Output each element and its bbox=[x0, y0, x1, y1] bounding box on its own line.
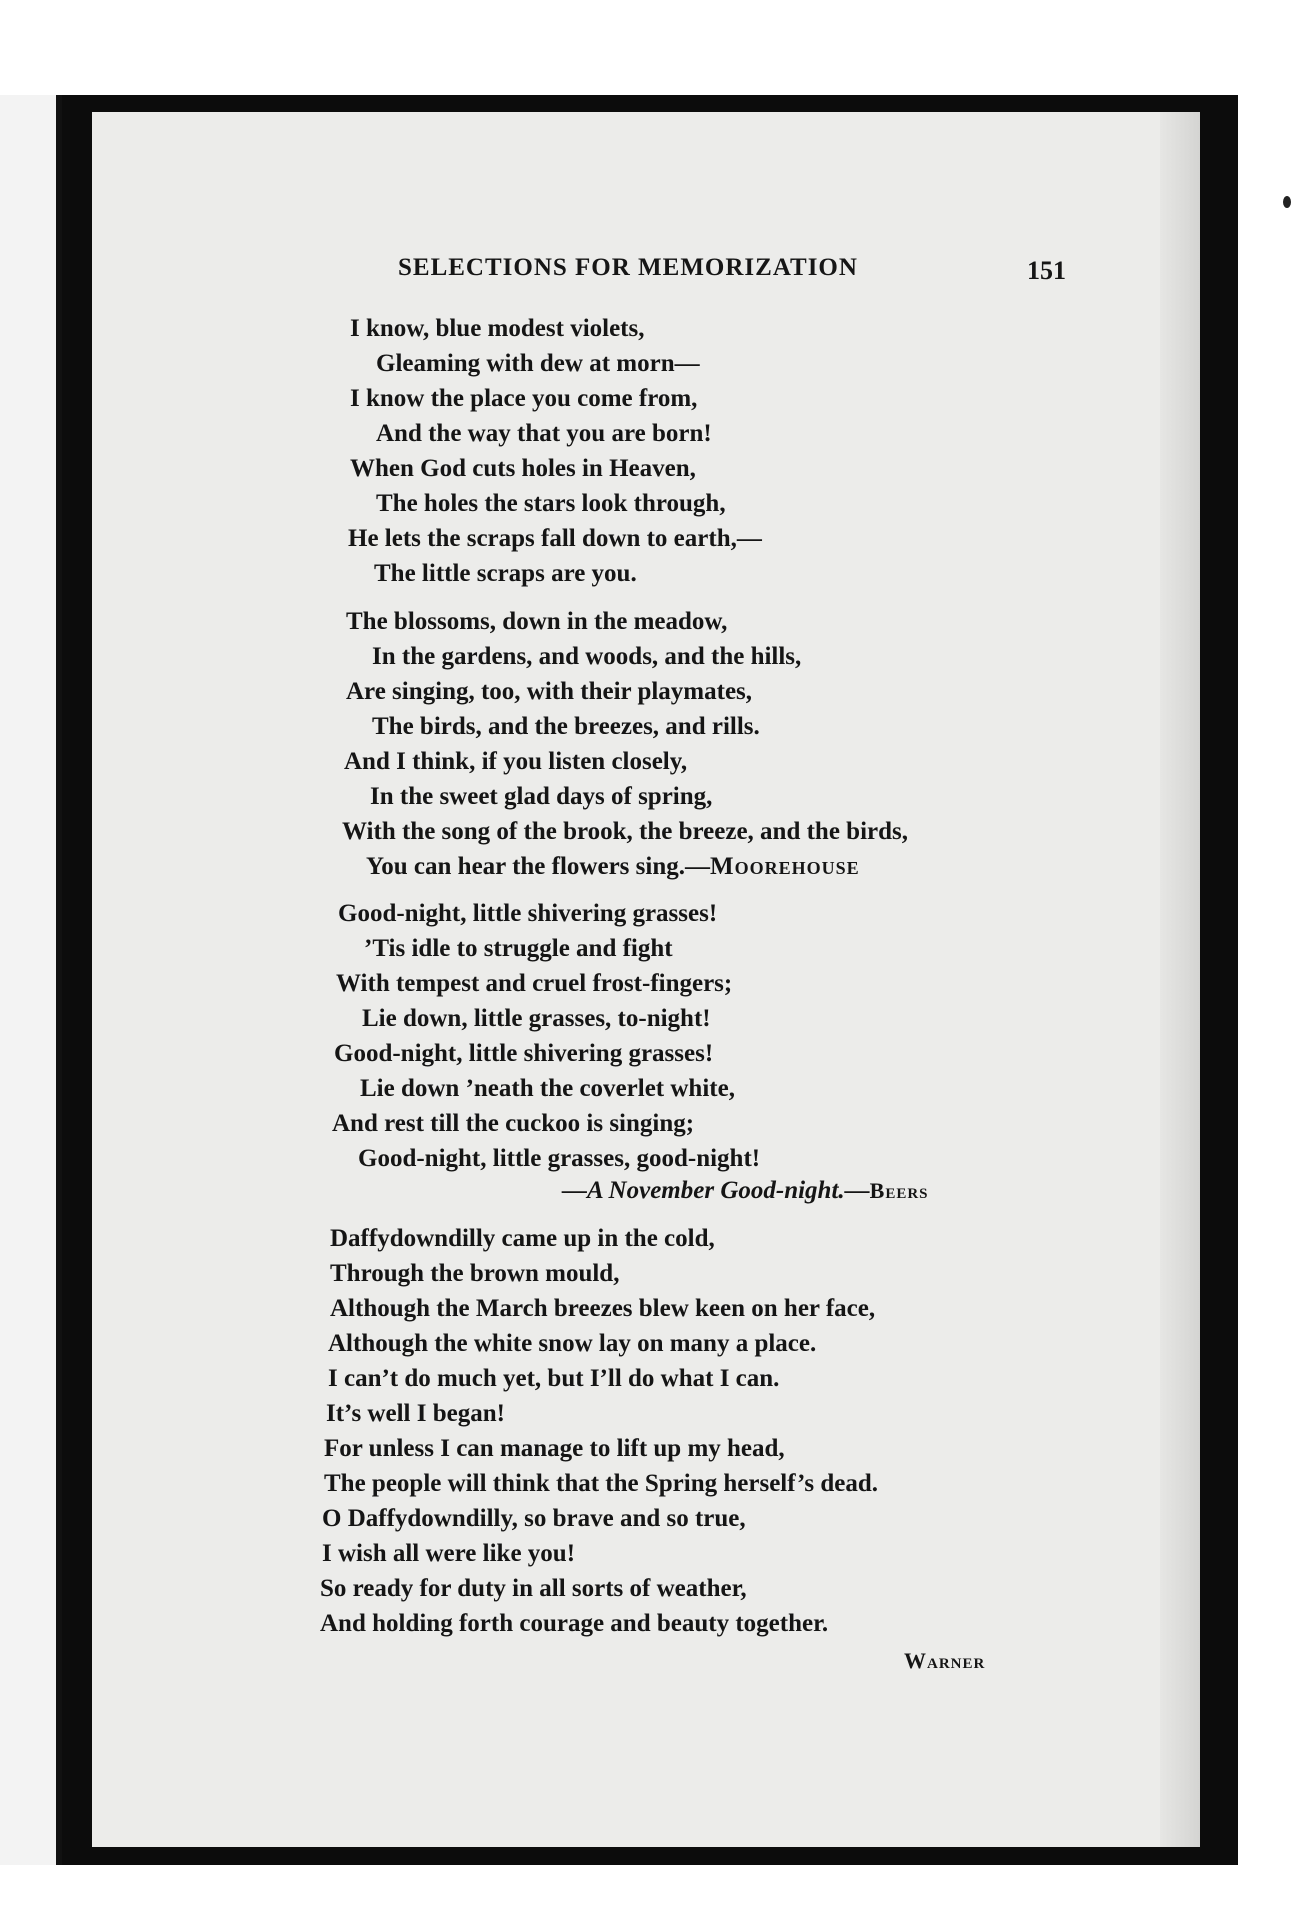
poem-line: Through the brown mould, bbox=[330, 1260, 620, 1287]
poem-line: Good-night, little shivering grasses! bbox=[338, 900, 718, 927]
poem-line: It’s well I began! bbox=[326, 1400, 505, 1427]
poem-title: —A November Good-night.— bbox=[562, 1177, 870, 1204]
author-name: Beers bbox=[869, 1178, 929, 1203]
scan-speck bbox=[1283, 196, 1291, 208]
author-name: Warner bbox=[904, 1648, 986, 1673]
poem-line: Good-night, little shivering grasses! bbox=[334, 1040, 714, 1067]
poem-line: I can’t do much yet, but I’ll do what I can. bbox=[328, 1365, 780, 1392]
poem-line: The people will think that the Spring herself’s dead. bbox=[324, 1470, 878, 1497]
poem-line: Lie down ’neath the coverlet white, bbox=[360, 1075, 735, 1102]
poem-line: Gleaming with dew at morn— bbox=[376, 350, 700, 377]
page-number: 151 bbox=[1027, 256, 1066, 285]
poem-line: In the gardens, and woods, and the hills, bbox=[372, 643, 802, 670]
poem-line: The blossoms, down in the meadow, bbox=[346, 608, 728, 635]
poem-line: O Daffydowndilly, so brave and so true, bbox=[322, 1505, 746, 1532]
page-edge-shadow bbox=[1160, 112, 1200, 1847]
poem-line: In the sweet glad days of spring, bbox=[370, 783, 713, 810]
poem-line: I wish all were like you! bbox=[322, 1540, 576, 1567]
poem-line-text: You can hear the flowers sing.— bbox=[366, 853, 710, 880]
poem-line: Are singing, too, with their playmates, bbox=[346, 678, 753, 705]
poem-line: With tempest and cruel frost-fingers; bbox=[336, 970, 733, 997]
poem-line: With the song of the brook, the breeze, and the birds, bbox=[342, 818, 909, 845]
book-gutter bbox=[56, 95, 62, 1865]
poem-line: ’Tis idle to struggle and fight bbox=[364, 935, 673, 962]
poem-line: When God cuts holes in Heaven, bbox=[350, 455, 696, 482]
poem-line: And holding forth courage and beauty together. bbox=[320, 1610, 829, 1637]
poem-line: Although the white snow lay on many a place. bbox=[328, 1330, 817, 1357]
poem-line: And the way that you are born! bbox=[376, 420, 712, 447]
facing-page-edge bbox=[0, 95, 58, 1865]
poem-line: The holes the stars look through, bbox=[376, 490, 726, 517]
poem-line: Daffydowndilly came up in the cold, bbox=[330, 1225, 715, 1252]
author-name: Moorehouse bbox=[709, 853, 860, 880]
poem-line: The birds, and the breezes, and rills. bbox=[372, 713, 760, 740]
poem-line: The little scraps are you. bbox=[374, 560, 637, 587]
poem-line: He lets the scraps fall down to earth,— bbox=[348, 525, 762, 552]
poem-line: And rest till the cuckoo is singing; bbox=[332, 1110, 695, 1137]
poem-line: Although the March breezes blew keen on her face, bbox=[330, 1295, 876, 1322]
poem-line bbox=[366, 850, 860, 884]
poem-line: And I think, if you listen closely, bbox=[344, 748, 688, 775]
poem-line: For unless I can manage to lift up my head, bbox=[324, 1435, 785, 1462]
poem-line: So ready for duty in all sorts of weather, bbox=[320, 1575, 747, 1602]
poem-line: Lie down, little grasses, to-night! bbox=[362, 1005, 711, 1032]
poem-attribution bbox=[562, 1174, 929, 1208]
poem-line: Good-night, little grasses, good-night! bbox=[358, 1145, 761, 1172]
running-head: SELECTIONS FOR MEMORIZATION bbox=[398, 254, 858, 281]
poem-line: I know the place you come from, bbox=[350, 385, 698, 412]
poem-line: I know, blue modest violets, bbox=[350, 315, 645, 342]
